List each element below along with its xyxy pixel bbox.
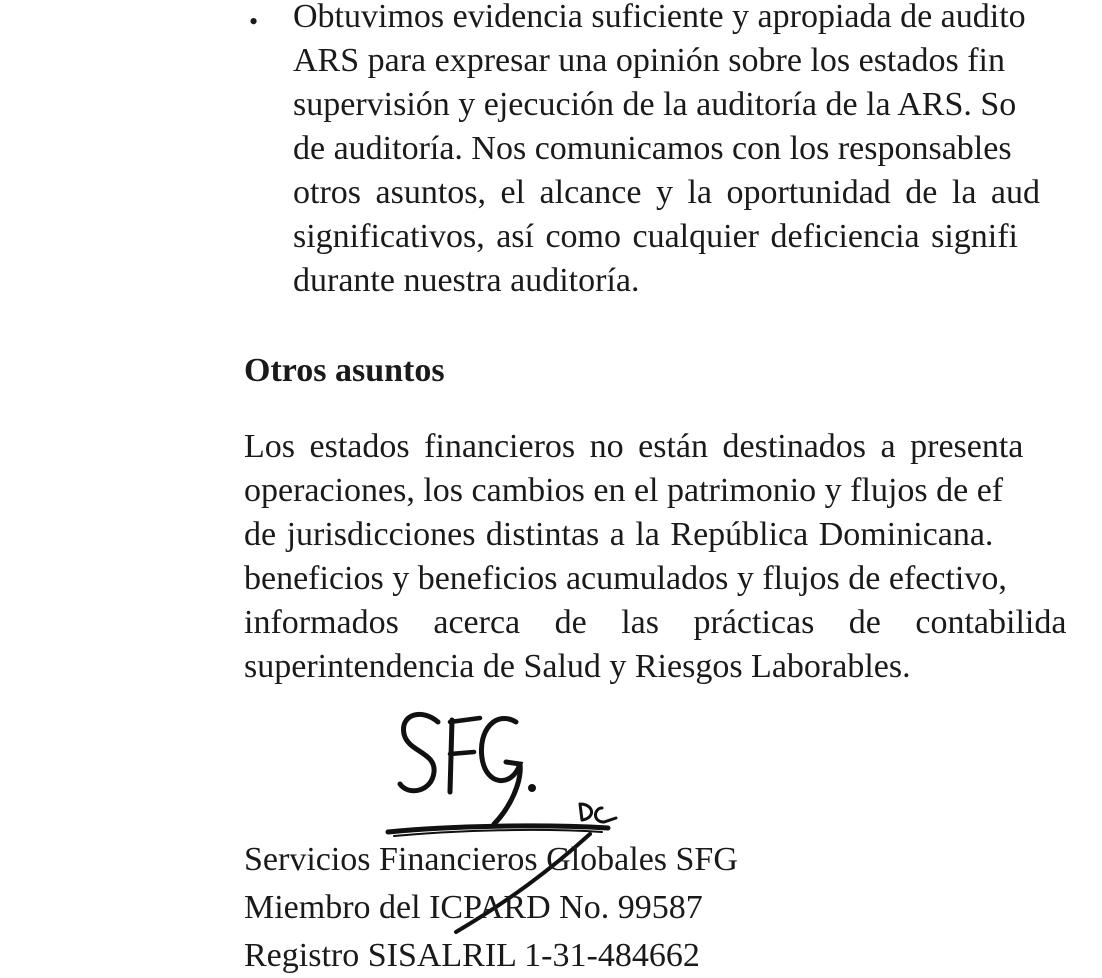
bullet-line-1: Obtuvimos evidencia suficiente y apropiada de audito — [293, 0, 1026, 35]
section-heading: Otros asuntos — [244, 352, 445, 389]
bullet-line-4: de auditoría. Nos comunicamos con los responsables — [293, 130, 1012, 167]
bullet-marker: • — [249, 7, 259, 36]
bullet-line-6: significativos, así como cualquier deficiencia signifi — [293, 218, 1018, 255]
bullet-line-3: supervisión y ejecución de la auditoría de la ARS. So — [293, 86, 1017, 123]
paragraph-line-5: informados acerca de las prácticas de contabilida — [244, 604, 1067, 641]
signatory-membership: Miembro del ICPARD No. 99587 — [244, 889, 703, 926]
paragraph-line-4: beneficios y beneficios acumulados y flujos de efectivo, — [244, 560, 1007, 597]
paragraph-line-3: de jurisdicciones distintas a la República Dominicana. — [244, 516, 994, 553]
bullet-line-5: otros asuntos, el alcance y la oportunidad de la aud — [293, 174, 1040, 211]
bullet-line-2: ARS para expresar una opinión sobre los estados fin — [293, 42, 1005, 79]
paragraph-line-1: Los estados financieros no están destinados a presenta — [244, 428, 1024, 465]
signatory-registry: Registro SISALRIL 1-31-484662 — [244, 937, 700, 974]
bullet-line-7: durante nuestra auditoría. — [293, 262, 640, 299]
paragraph-line-2: operaciones, los cambios en el patrimonio y flujos de ef — [244, 472, 1004, 509]
paragraph-line-6: superintendencia de Salud y Riesgos Laborables. — [244, 648, 911, 685]
signatory-firm: Servicios Financieros Globales SFG — [244, 841, 738, 878]
